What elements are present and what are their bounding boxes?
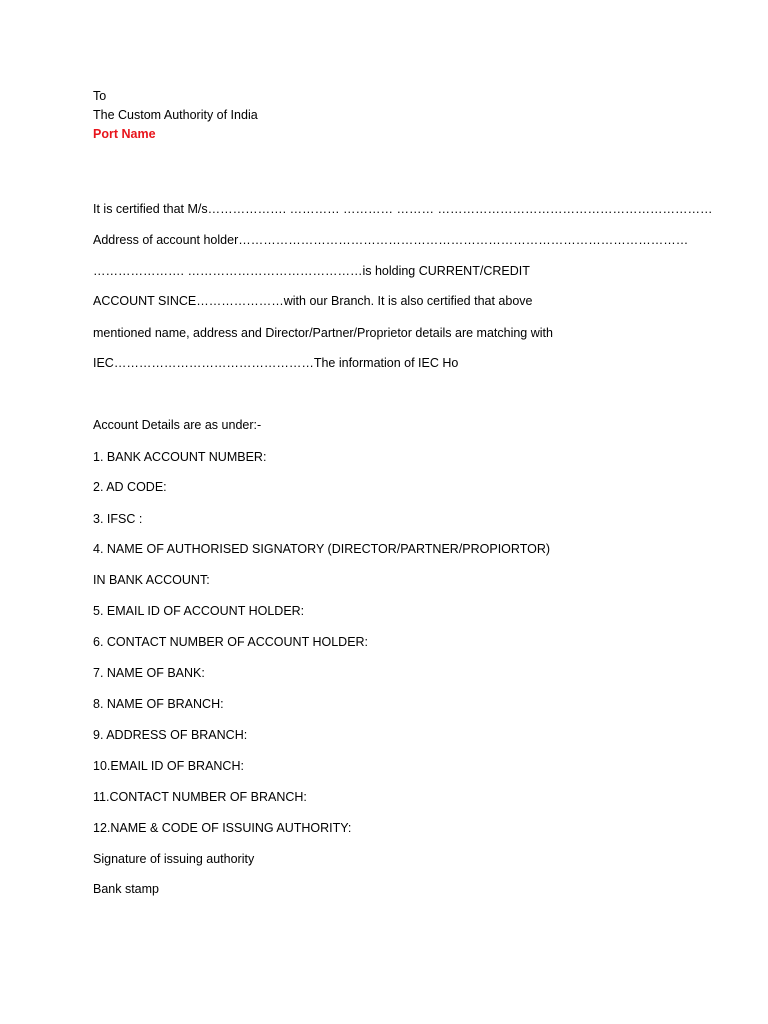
detail-item: 2. AD CODE: <box>93 480 167 494</box>
detail-item: 12.NAME & CODE OF ISSUING AUTHORITY: <box>93 821 352 835</box>
account-details-heading: Account Details are as under:- <box>93 418 262 432</box>
certification-line-3: …………………. ……………………………………is holding CURRENT/CREDIT <box>93 264 530 278</box>
detail-item: IN BANK ACCOUNT: <box>93 573 210 587</box>
detail-item: 1. BANK ACCOUNT NUMBER: <box>93 450 267 464</box>
detail-item: 6. CONTACT NUMBER OF ACCOUNT HOLDER: <box>93 635 369 649</box>
detail-item: 8. NAME OF BRANCH: <box>93 697 224 711</box>
recipient-name: The Custom Authority of India <box>93 108 258 122</box>
certification-line-6: IEC…………………………………………The information of IEC Ho <box>93 356 459 370</box>
certification-line-1: It is certified that M/s………………. ………… ………… ……… ………………………………………………………… <box>93 202 713 216</box>
detail-item: 3. IFSC : <box>93 512 143 526</box>
salutation-to: To <box>93 89 107 103</box>
detail-item: 7. NAME OF BANK: <box>93 666 205 680</box>
detail-item: 9. ADDRESS OF BRANCH: <box>93 728 248 742</box>
detail-item: 10.EMAIL ID OF BRANCH: <box>93 759 244 773</box>
detail-item: 4. NAME OF AUTHORISED SIGNATORY (DIRECTOR/PARTNER/PROPIORTOR) <box>93 542 551 556</box>
signature-label: Signature of issuing authority <box>93 852 255 866</box>
certification-line-2: Address of account holder……………………………………………………………………………………………… <box>93 233 689 247</box>
detail-item: 5. EMAIL ID OF ACCOUNT HOLDER: <box>93 604 305 618</box>
detail-item: 11.CONTACT NUMBER OF BRANCH: <box>93 790 307 804</box>
certification-line-5: mentioned name, address and Director/Partner/Proprietor details are matching with <box>93 326 553 340</box>
bank-stamp-label: Bank stamp <box>93 882 160 896</box>
certification-line-4: ACCOUNT SINCE…………………with our Branch. It is also certified that above <box>93 294 533 308</box>
port-name: Port Name <box>93 127 156 141</box>
